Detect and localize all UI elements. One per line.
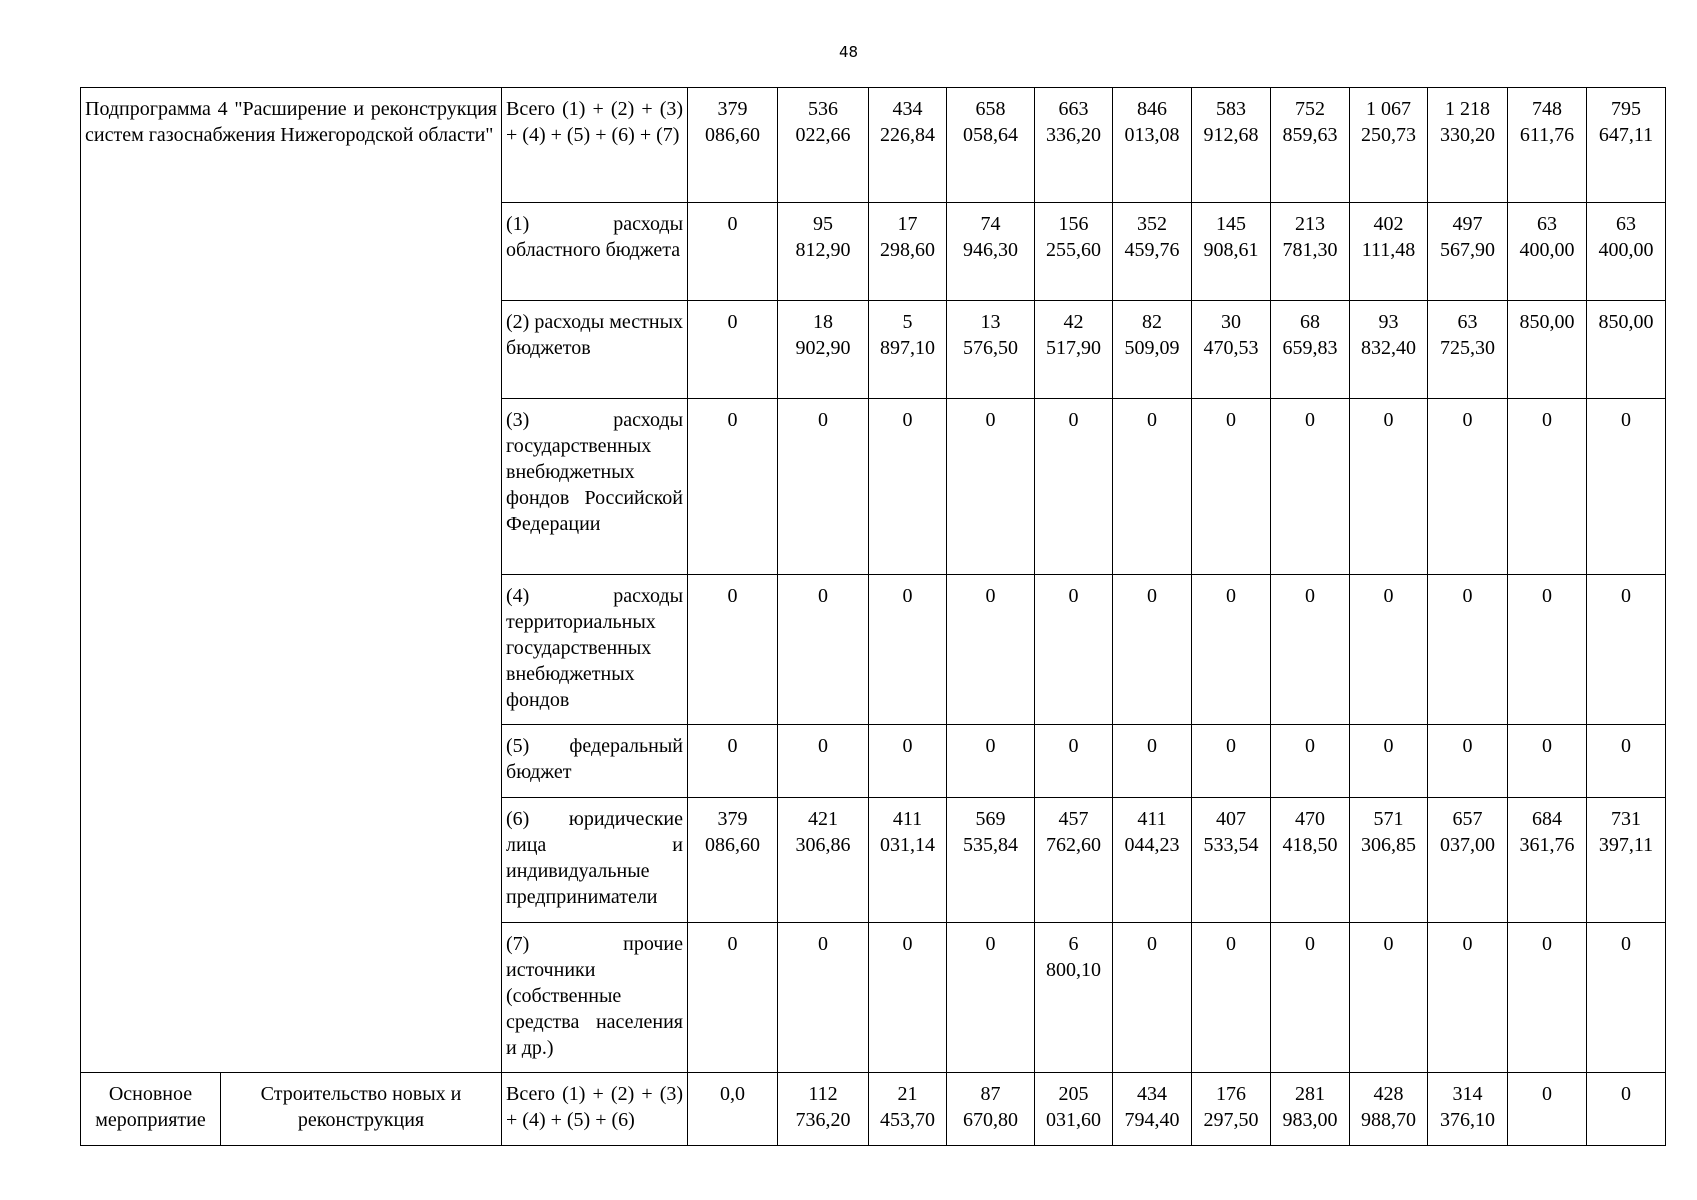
value-line: 0 [1147,409,1158,431]
value-line: 0 [985,933,996,955]
value-line: 0 [727,933,738,955]
value-cell [869,923,947,1073]
value-line: 411 [1137,808,1167,830]
value-line: 670,80 [963,1109,1019,1131]
value-line: 111,48 [1361,239,1416,261]
value-cell [1587,399,1666,575]
value-cell [1271,575,1350,725]
value-cell [688,203,778,301]
value-cell [947,575,1035,725]
value-cell [947,88,1035,203]
value-line: 336,20 [1046,124,1102,146]
value-cell [1271,88,1350,203]
value-cell [778,88,869,203]
value-line: 63 [1537,213,1558,235]
value-cell [688,399,778,575]
value-line: 058,64 [963,124,1019,146]
value-cell [1587,88,1666,203]
value-cell [1035,923,1113,1073]
value-line: 912,68 [1203,124,1259,146]
value-cell [1508,798,1587,923]
value-line: 400,00 [1598,239,1654,261]
value-line: 407 [1216,808,1247,830]
value-cell [778,725,869,798]
value-line: 0 [818,585,829,607]
value-line: 611,76 [1519,124,1575,146]
value-line: 21 [897,1083,918,1105]
value-line: 0 [1226,735,1237,757]
value-cell [1035,203,1113,301]
value-line: 0 [902,735,913,757]
value-line: 470,53 [1203,337,1259,359]
value-cell [1113,923,1192,1073]
value-cell [1271,923,1350,1073]
value-cell [688,798,778,923]
value-cell [1587,575,1666,725]
value-line: 0 [1147,933,1158,955]
value-cell [1035,88,1113,203]
value-line: 576,50 [963,337,1019,359]
value-line: 87 [980,1083,1001,1105]
value-line: 850,00 [1598,311,1654,333]
activity-type-cell: Основное мероприятие [81,1073,221,1146]
value-line: 800,10 [1046,959,1102,981]
value-line: 74 [980,213,1001,235]
value-line: 0 [1147,585,1158,607]
value-cell [778,203,869,301]
value-line: 0 [902,409,913,431]
value-line: 086,60 [705,834,761,856]
value-line: 535,84 [963,834,1019,856]
value-cell [778,1073,869,1146]
value-line: 752 [1295,98,1326,120]
value-line: 946,30 [963,239,1019,261]
value-line: 156 [1058,213,1089,235]
value-line: 846 [1137,98,1168,120]
value-cell [1350,1073,1428,1146]
value-cell [1428,88,1508,203]
value-line: 0 [1542,933,1553,955]
value-line: 82 [1142,311,1163,333]
value-line: 434 [892,98,923,120]
value-line: 255,60 [1046,239,1102,261]
value-line: 250,73 [1361,124,1417,146]
value-line: 361,76 [1519,834,1575,856]
value-line: 0 [1383,409,1394,431]
value-line: 0 [1542,585,1553,607]
value-line: 0 [1305,735,1316,757]
value-cell [1192,923,1271,1073]
value-line: 0 [1621,735,1632,757]
value-line: 762,60 [1046,834,1102,856]
value-cell [1587,725,1666,798]
value-cell [1271,1073,1350,1146]
value-line: 95 [813,213,834,235]
value-line: 213 [1295,213,1326,235]
value-line: 0 [985,409,996,431]
value-line: 0 [1383,585,1394,607]
value-cell [869,399,947,575]
value-line: 908,61 [1203,239,1259,261]
value-line: 044,23 [1124,834,1180,856]
value-line: 658 [975,98,1006,120]
value-cell [1508,399,1587,575]
value-cell [1113,575,1192,725]
value-line: 022,66 [795,124,851,146]
value-line: 0 [1542,409,1553,431]
value-line: 470 [1295,808,1326,830]
value-cell [1271,399,1350,575]
value-line: 0 [1068,409,1079,431]
value-line: 402 [1373,213,1404,235]
value-line: 379 [717,808,748,830]
value-cell [1271,798,1350,923]
value-line: 850,00 [1519,311,1575,333]
value-cell [688,88,778,203]
value-cell [1508,1073,1587,1146]
value-line: 418,50 [1282,834,1338,856]
value-line: 0 [1383,735,1394,757]
value-line: 376,10 [1440,1109,1496,1131]
value-cell [947,1073,1035,1146]
value-cell [869,725,947,798]
value-line: 281 [1295,1083,1326,1105]
value-line: 0 [1621,409,1632,431]
value-line: 6 [1068,933,1079,955]
value-line: 0 [1305,409,1316,431]
value-cell [947,725,1035,798]
value-cell [1192,575,1271,725]
value-cell [1192,399,1271,575]
value-cell [869,88,947,203]
value-line: 13 [980,311,1001,333]
value-line: 0 [727,585,738,607]
value-cell [1192,203,1271,301]
value-line: 434 [1137,1083,1168,1105]
value-line: 93 [1378,311,1399,333]
value-line: 0 [727,213,738,235]
value-cell [1508,575,1587,725]
value-line: 0 [985,735,996,757]
value-line: 30 [1221,311,1242,333]
value-line: 086,60 [705,124,761,146]
value-line: 0 [1462,585,1473,607]
value-line: 0 [727,311,738,333]
value-line: 411 [892,808,923,830]
value-line: 0 [1226,585,1237,607]
value-line: 306,85 [1361,834,1417,856]
value-line: 897,10 [880,337,936,359]
value-line: 533,54 [1203,834,1259,856]
value-line: 17 [897,213,918,235]
value-line: 352 [1137,213,1168,235]
value-line: 428 [1373,1083,1404,1105]
value-line: 0 [818,409,829,431]
value-line: 037,00 [1440,834,1496,856]
value-cell [1587,1073,1666,1146]
value-cell [947,301,1035,399]
value-line: 397,11 [1598,834,1654,856]
value-line: 748 [1532,98,1563,120]
value-cell [1428,575,1508,725]
value-cell [1035,399,1113,575]
funding-source-cell: Всего (1) + (2) + (3) + (4) + (5) + (6) [502,1073,688,1146]
value-cell [778,575,869,725]
value-line: 031,60 [1046,1109,1102,1131]
value-cell [869,575,947,725]
value-cell [1587,923,1666,1073]
value-cell [1428,923,1508,1073]
value-line: 176 [1216,1083,1247,1105]
value-line: 0 [902,933,913,955]
value-line: 205 [1058,1083,1089,1105]
value-cell [947,798,1035,923]
value-line: 983,00 [1282,1109,1338,1131]
activity-name-cell: Строительство новых и реконструкция [221,1073,502,1146]
value-line: 0 [727,409,738,431]
value-line: 725,30 [1440,337,1496,359]
value-line: 453,70 [880,1109,936,1131]
value-cell [688,725,778,798]
value-cell [1350,88,1428,203]
value-cell [778,301,869,399]
value-line: 812,90 [795,239,851,261]
page-number: 48 [838,43,859,61]
value-line: 0 [1383,933,1394,955]
value-line: 457 [1058,808,1089,830]
value-cell [947,923,1035,1073]
value-line: 657 [1452,808,1483,830]
value-line: 0 [1542,735,1553,757]
value-line: 509,09 [1124,337,1180,359]
value-cell [1587,798,1666,923]
value-cell [869,1073,947,1146]
value-line: 031,14 [880,834,936,856]
value-line: 571 [1373,808,1404,830]
value-line: 0 [1462,409,1473,431]
value-line: 731 [1611,808,1642,830]
value-line: 794,40 [1124,1109,1180,1131]
value-line: 684 [1532,808,1563,830]
value-cell [947,203,1035,301]
value-line: 013,08 [1124,124,1180,146]
value-cell [1113,399,1192,575]
value-cell [869,301,947,399]
value-cell [1192,88,1271,203]
value-line: 902,90 [795,337,851,359]
value-cell [869,798,947,923]
value-line: 306,86 [795,834,851,856]
value-line: 781,30 [1282,239,1338,261]
value-cell [1428,399,1508,575]
value-line: 68 [1300,311,1321,333]
value-cell [1350,725,1428,798]
value-line: 0,0 [720,1083,746,1105]
value-cell [1508,301,1587,399]
value-line: 0 [1147,735,1158,757]
value-line: 42 [1063,311,1084,333]
value-cell [1428,725,1508,798]
value-cell [1428,203,1508,301]
value-cell [1192,301,1271,399]
value-line: 859,63 [1282,124,1338,146]
value-cell [778,923,869,1073]
funding-source-cell: (1) расходы областного бюджета [502,203,688,301]
value-cell [1192,1073,1271,1146]
funding-source-cell: Всего (1) + (2) + (3) + (4) + (5) + (6) + (7) [502,88,688,203]
value-cell [1508,88,1587,203]
value-cell [1271,203,1350,301]
value-cell [1350,301,1428,399]
program-name-cell: Подпрограмма 4 "Расширение и реконструкция систем газоснабжения Нижегородской области" [81,88,502,1073]
value-cell [688,575,778,725]
value-line: 0 [1462,735,1473,757]
value-cell [1113,1073,1192,1146]
value-cell [1350,923,1428,1073]
value-line: 0 [1305,585,1316,607]
value-cell [1428,798,1508,923]
value-cell [1350,399,1428,575]
value-line: 0 [1305,933,1316,955]
value-line: 647,11 [1598,124,1654,146]
value-line: 0 [1068,735,1079,757]
value-line: 0 [1226,933,1237,955]
value-cell [1587,301,1666,399]
value-line: 988,70 [1361,1109,1417,1131]
value-cell [1113,203,1192,301]
value-line: 330,20 [1440,124,1496,146]
value-cell [1192,798,1271,923]
value-line: 1 067 [1366,98,1412,120]
value-line: 0 [1621,1083,1632,1105]
funding-source-cell: (7) прочие источники (собственные средства населения и др.) [502,923,688,1073]
value-cell [1508,923,1587,1073]
value-line: 0 [818,933,829,955]
value-line: 536 [808,98,839,120]
value-line: 400,00 [1519,239,1575,261]
value-line: 663 [1058,98,1089,120]
value-cell [1428,301,1508,399]
value-line: 421 [808,808,839,830]
value-cell [1508,725,1587,798]
value-line: 0 [1621,933,1632,955]
value-cell [1350,203,1428,301]
value-cell [1113,798,1192,923]
value-line: 0 [1621,585,1632,607]
value-line: 5 [902,311,913,333]
value-line: 459,76 [1124,239,1180,261]
value-line: 1 218 [1445,98,1491,120]
value-cell [869,203,947,301]
value-line: 0 [727,735,738,757]
value-cell [1113,301,1192,399]
value-line: 517,90 [1046,337,1102,359]
value-line: 659,83 [1282,337,1338,359]
value-cell [1035,798,1113,923]
value-cell [1035,575,1113,725]
value-line: 0 [902,585,913,607]
value-line: 0 [1068,585,1079,607]
value-cell [1113,725,1192,798]
funding-table [80,87,1666,1146]
funding-source-cell: (5) федеральный бюджет [502,725,688,798]
value-line: 63 [1457,311,1478,333]
value-cell [778,798,869,923]
value-line: 832,40 [1361,337,1417,359]
value-line: 0 [1226,409,1237,431]
value-line: 298,60 [880,239,936,261]
value-line: 112 [808,1083,838,1105]
value-cell [688,923,778,1073]
value-line: 297,50 [1203,1109,1259,1131]
value-cell [778,399,869,575]
value-line: 569 [975,808,1006,830]
value-cell [688,301,778,399]
value-line: 226,84 [880,124,936,146]
value-line: 314 [1452,1083,1483,1105]
value-cell [1508,203,1587,301]
value-line: 795 [1611,98,1642,120]
value-cell [1587,203,1666,301]
value-line: 0 [1462,933,1473,955]
value-cell [1035,301,1113,399]
value-cell [1271,301,1350,399]
value-cell [1113,88,1192,203]
value-line: 0 [1542,1083,1553,1105]
funding-source-cell: (2) расходы местных бюджетов [502,301,688,399]
value-line: 583 [1216,98,1247,120]
value-cell [1192,725,1271,798]
table-row [81,1073,1666,1146]
value-line: 63 [1616,213,1637,235]
funding-source-cell: (6) юридические лица и индивидуальные предприниматели [502,798,688,923]
value-line: 736,20 [795,1109,851,1131]
value-line: 0 [818,735,829,757]
value-line: 497 [1452,213,1483,235]
value-cell [1350,798,1428,923]
value-cell [688,1073,778,1146]
value-cell [947,399,1035,575]
value-line: 379 [717,98,748,120]
funding-source-cell: (4) расходы территориальных государственных внебюджетных фондов [502,575,688,725]
value-cell [1428,1073,1508,1146]
value-cell [1271,725,1350,798]
value-line: 18 [813,311,834,333]
value-cell [1035,1073,1113,1146]
table-row [81,88,1666,203]
value-cell [1035,725,1113,798]
value-line: 0 [985,585,996,607]
funding-source-cell: (3) расходы государственных внебюджетных фондов Российской Федерации [502,399,688,575]
value-cell [1350,575,1428,725]
value-line: 567,90 [1440,239,1496,261]
value-line: 145 [1216,213,1247,235]
